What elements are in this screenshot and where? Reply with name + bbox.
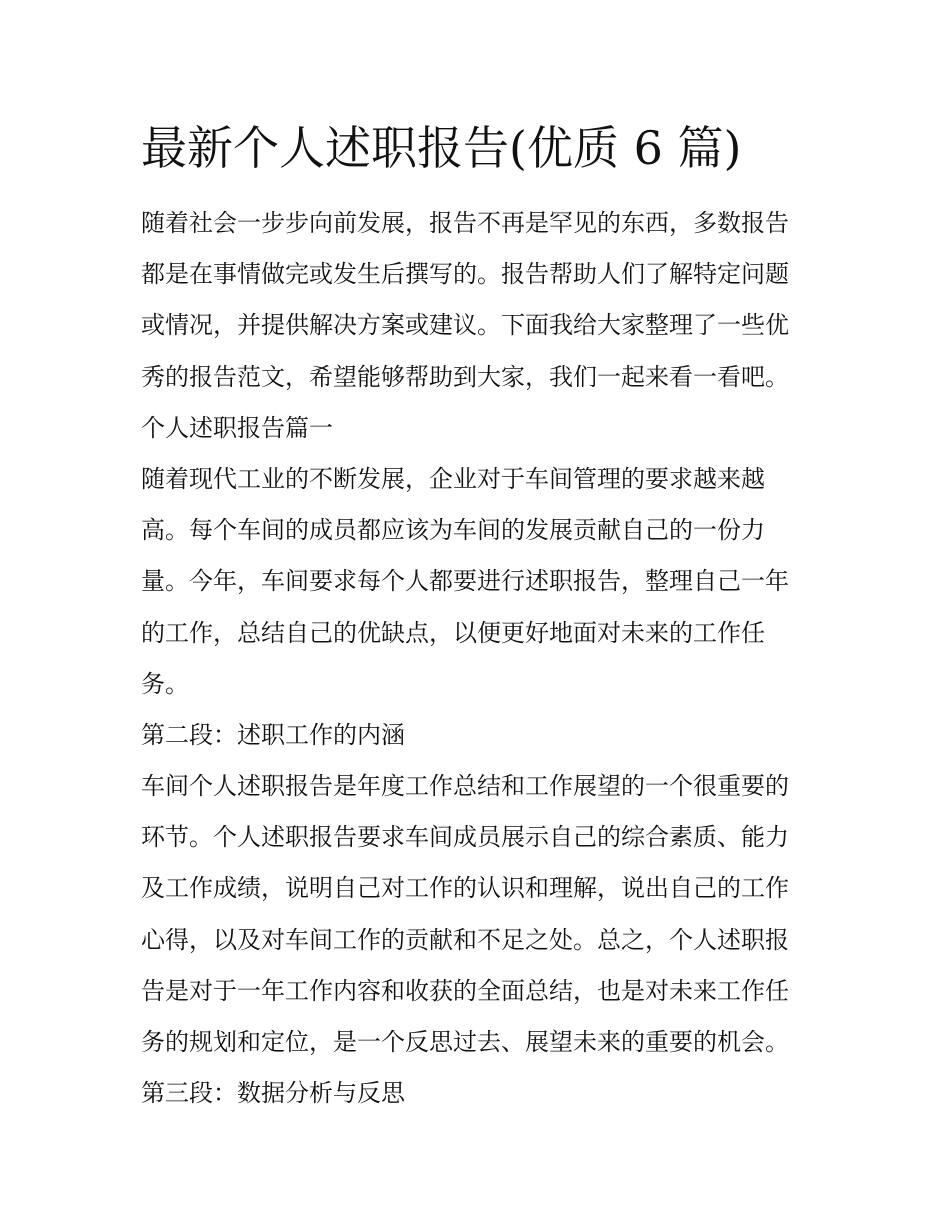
text-line: 心得，以及对车间工作的贡献和不足之处。总之，个人述职报 (141, 925, 789, 954)
text-line: 及工作成绩，说明自己对工作的认识和理解，说出自己的工作 (141, 874, 789, 903)
section-heading: 第二段：述职工作的内涵 (141, 720, 405, 749)
text-line: 随着社会一步步向前发展，报告不再是罕见的东西，多数报告 (141, 209, 789, 237)
text-line: 随着现代工业的不断发展，企业对于车间管理的要求越来越 (141, 464, 765, 493)
section-heading: 个人述职报告篇一 (141, 413, 333, 442)
text-line: 都是在事情做完或发生后撰写的。报告帮助人们了解特定问题 (141, 260, 789, 289)
text-line: 环节。个人述职报告要求车间成员展示自己的综合素质、能力 (141, 823, 789, 852)
document-title: 最新个人述职报告(优质 6 篇) (141, 121, 742, 175)
text-line: 务的规划和定位，是一个反思过去、展望未来的重要的机会。 (141, 1028, 789, 1056)
section-heading: 第三段：数据分析与反思 (141, 1079, 405, 1108)
text-line: 高。每个车间的成员都应该为车间的发展贡献自己的一份力 (141, 516, 765, 545)
text-line: 量。今年，车间要求每个人都要进行述职报告，整理自己一年 (141, 567, 789, 596)
text-line: 车间个人述职报告是年度工作总结和工作展望的一个很重要的 (141, 772, 789, 801)
text-line: 务。 (141, 669, 189, 698)
text-line: 的工作，总结自己的优缺点，以便更好地面对未来的工作任 (141, 618, 765, 647)
text-line: 或情况，并提供解决方案或建议。下面我给大家整理了一些优 (141, 311, 789, 340)
text-line: 秀的报告范文，希望能够帮助到大家，我们一起来看一看吧。 (141, 362, 789, 391)
text-line: 告是对于一年工作内容和收获的全面总结，也是对未来工作任 (141, 976, 789, 1005)
document-body (141, 198, 821, 1119)
